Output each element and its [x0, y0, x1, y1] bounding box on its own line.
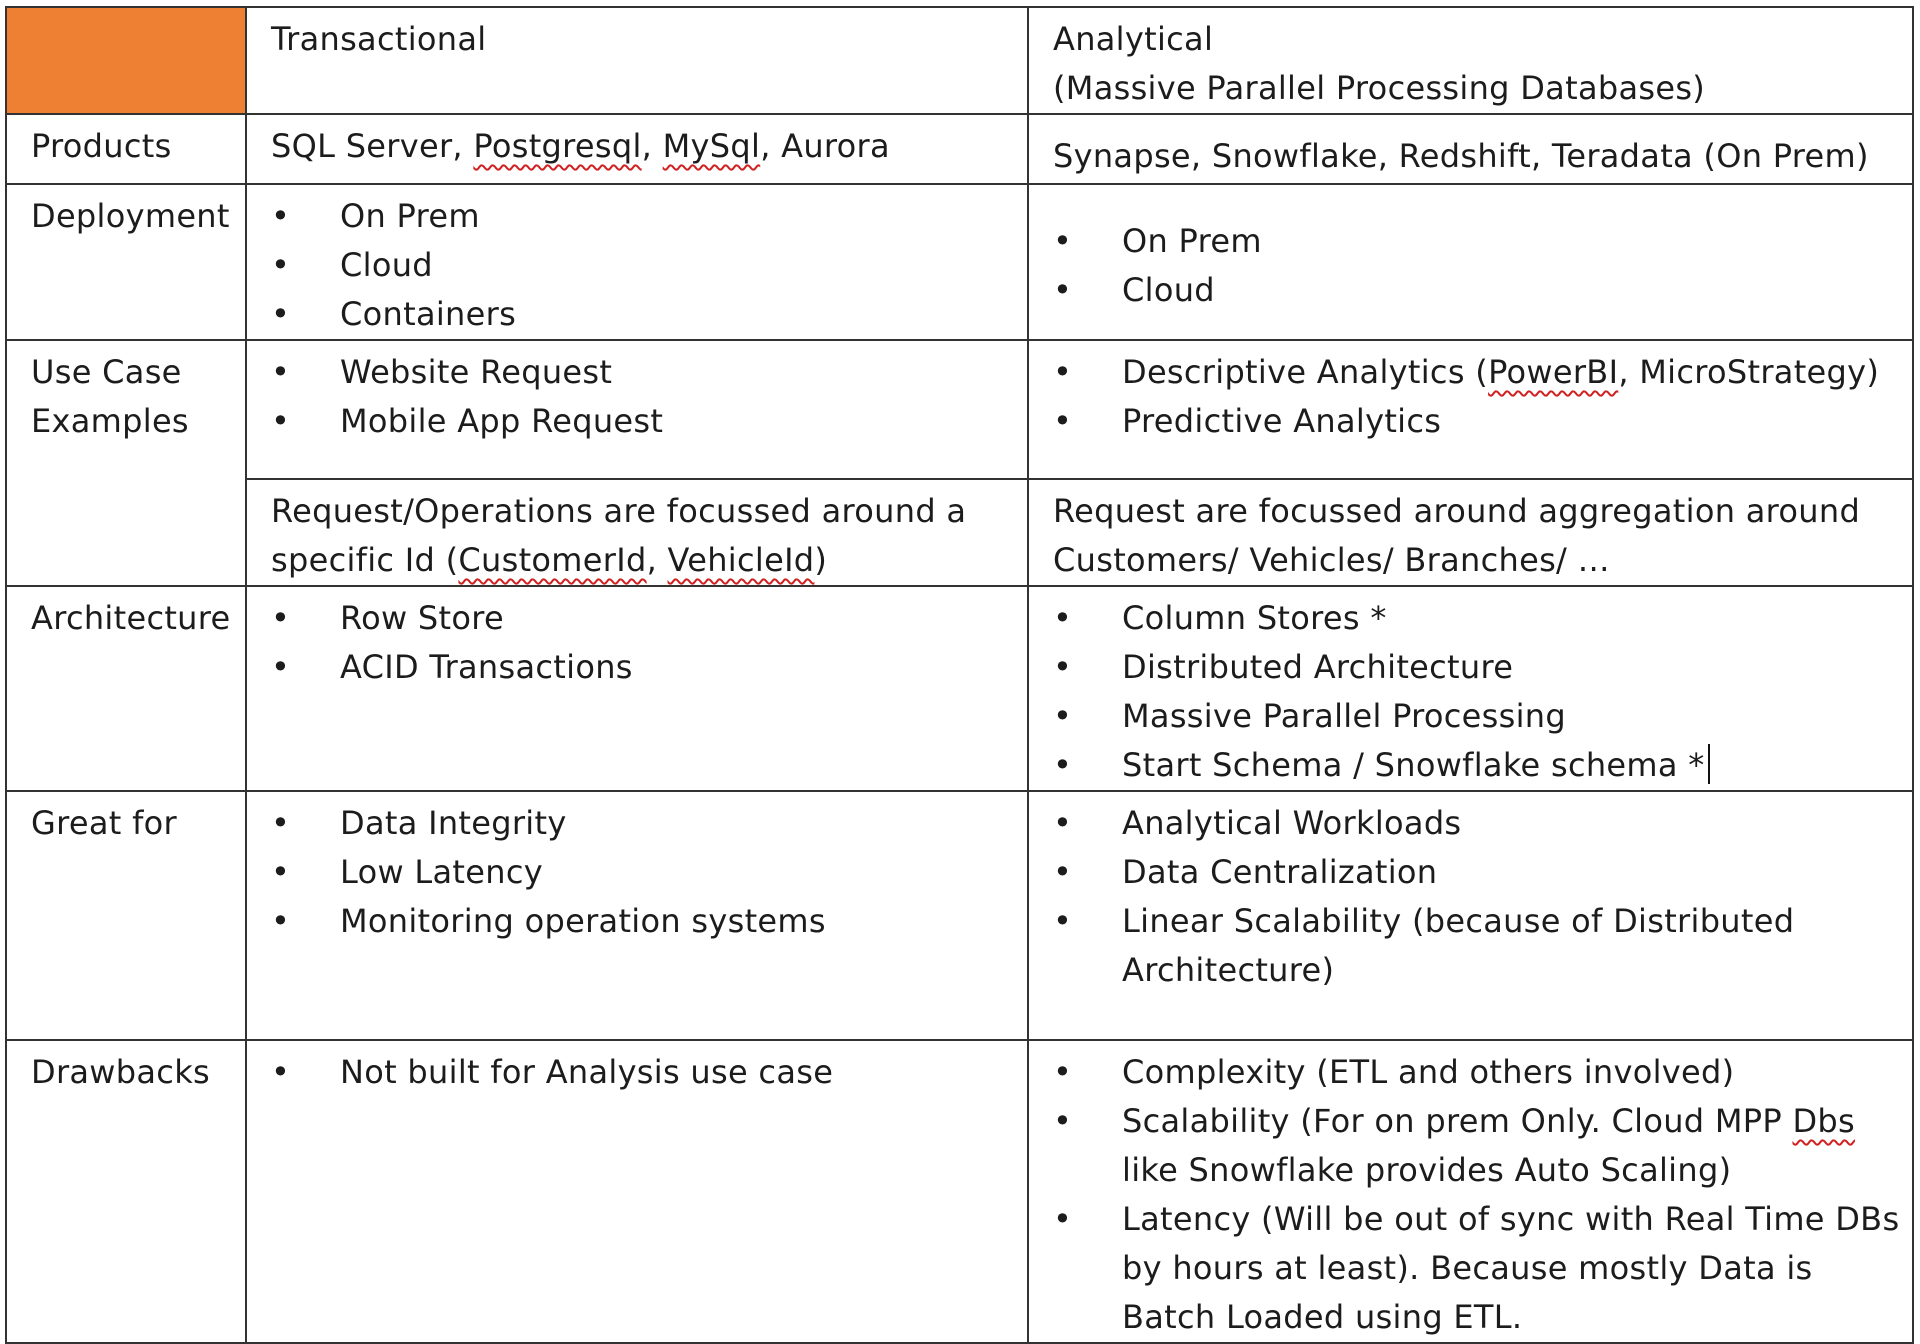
list-item-text: Data Integrity — [340, 804, 567, 842]
list-item-text: Containers — [340, 295, 517, 333]
list-item — [247, 348, 1027, 397]
list-item — [1029, 1097, 1912, 1195]
bullet-icon: • — [271, 599, 291, 637]
row-label-architecture — [6, 586, 246, 791]
bullet-icon: • — [271, 402, 291, 440]
list-item-text: Low Latency — [340, 853, 543, 891]
text-fragment: Descriptive Analytics ( — [1122, 353, 1489, 391]
bullet-list — [247, 192, 1027, 339]
bullet-list — [1029, 799, 1912, 995]
list-item-text: Massive Parallel Processing — [1122, 697, 1566, 735]
row-label-great-for — [6, 791, 246, 1040]
cell-text: Synapse, Snowflake, Redshift, Teradata (On Prem) — [1053, 137, 1869, 175]
bullet-icon: • — [271, 1053, 291, 1091]
bullet-list — [247, 348, 1027, 446]
list-item — [247, 241, 1027, 290]
row-label-drawbacks — [6, 1040, 246, 1343]
header-transactional — [246, 7, 1028, 114]
great-for-transactional — [246, 791, 1028, 1040]
text-fragment: specific Id ( — [271, 541, 459, 579]
list-item — [247, 594, 1027, 643]
list-item — [247, 290, 1027, 339]
list-item-text: Mobile App Request — [340, 402, 664, 440]
architecture-transactional — [246, 586, 1028, 791]
list-item-text: Start Schema / Snowflake schema * — [1122, 746, 1705, 784]
list-item — [1029, 692, 1912, 741]
bullet-icon: • — [1053, 746, 1073, 784]
bullet-icon: • — [271, 902, 291, 940]
architecture-analytical — [1028, 586, 1913, 791]
bullet-list — [247, 1048, 1027, 1097]
list-item — [1029, 397, 1912, 446]
drawbacks-analytical — [1028, 1040, 1913, 1343]
row-great-for — [6, 791, 1913, 1040]
bullet-icon: • — [271, 197, 291, 235]
row-label-text: Architecture — [31, 599, 231, 637]
row-label-deployment — [6, 184, 246, 340]
row-label-text: Use Case — [31, 353, 182, 391]
bullet-icon: • — [1053, 902, 1073, 940]
list-item-text: Cloud — [1122, 271, 1215, 309]
deployment-analytical — [1028, 184, 1913, 340]
spellcheck-word: Postgresql — [473, 127, 642, 165]
list-item-text: Not built for Analysis use case — [340, 1053, 834, 1091]
list-item — [247, 848, 1027, 897]
bullet-icon: • — [1053, 599, 1073, 637]
list-item-text: Latency (Will be out of sync with Real Time DBs by hours at least). Because mostly Data is Batch Loaded using ETL. — [1122, 1200, 1900, 1336]
bullet-icon: • — [271, 648, 291, 686]
products-transactional — [246, 114, 1028, 184]
list-item — [1029, 266, 1912, 315]
bullet-list — [247, 594, 1027, 692]
row-products — [6, 114, 1913, 184]
list-item-text: Website Request — [340, 353, 613, 391]
header-row — [6, 7, 1913, 114]
header-analytical — [1028, 7, 1913, 114]
list-item — [247, 799, 1027, 848]
list-item — [1029, 594, 1912, 643]
row-use-case-notes — [6, 479, 1913, 586]
list-item-text: On Prem — [340, 197, 480, 235]
bullet-list — [1029, 1048, 1912, 1342]
bullet-icon: • — [271, 353, 291, 391]
list-item-text: Cloud — [340, 246, 433, 284]
bullet-icon: • — [1053, 222, 1073, 260]
spellcheck-word: MySql — [662, 127, 761, 165]
bullet-icon: • — [1053, 853, 1073, 891]
spellcheck-word: VehicleId — [667, 541, 815, 579]
text-fragment: , — [641, 127, 663, 165]
text-fragment: , MicroStrategy) — [1618, 353, 1880, 391]
bullet-icon: • — [1053, 1102, 1073, 1140]
list-item-text: Monitoring operation systems — [340, 902, 826, 940]
row-architecture — [6, 586, 1913, 791]
text-fragment: SQL Server, — [271, 127, 474, 165]
deployment-transactional — [246, 184, 1028, 340]
bullet-icon: • — [271, 804, 291, 842]
list-item-text: ACID Transactions — [340, 648, 633, 686]
list-item-text: Row Store — [340, 599, 504, 637]
list-item — [1029, 897, 1912, 995]
use-case-analytical — [1028, 340, 1913, 479]
great-for-analytical — [1028, 791, 1913, 1040]
note-line: Request/Operations are focussed around a — [271, 492, 967, 530]
row-use-case — [6, 340, 1913, 479]
text-fragment: Scalability (For on prem Only. Cloud MPP — [1122, 1102, 1793, 1140]
bullet-icon: • — [1053, 1200, 1073, 1238]
products-analytical — [1028, 114, 1913, 184]
use-case-transactional — [246, 340, 1028, 479]
spellcheck-word: CustomerId — [458, 541, 647, 579]
list-item-text: Linear Scalability (because of Distributed Architecture) — [1122, 902, 1795, 989]
text-cursor — [1708, 744, 1710, 784]
spellcheck-word: Dbs — [1792, 1102, 1856, 1140]
header-corner-cell — [6, 7, 246, 114]
list-item-text: Column Stores * — [1122, 599, 1387, 637]
header-analytical-sublabel: (Massive Parallel Processing Databases) — [1053, 69, 1706, 107]
row-deployment — [6, 184, 1913, 340]
bullet-icon: • — [271, 853, 291, 891]
bullet-icon: • — [1053, 353, 1073, 391]
list-item — [1029, 1048, 1912, 1097]
bullet-list — [1029, 348, 1912, 446]
list-item — [247, 897, 1027, 946]
list-item-text: Predictive Analytics — [1122, 402, 1442, 440]
bullet-icon: • — [1053, 402, 1073, 440]
text-fragment: like Snowflake provides Auto Scaling) — [1122, 1151, 1732, 1189]
bullet-list — [1029, 594, 1912, 790]
row-label-text: Drawbacks — [31, 1053, 210, 1091]
row-label-products — [6, 114, 246, 184]
bullet-icon: • — [271, 295, 291, 333]
bullet-icon: • — [271, 246, 291, 284]
row-label-text: Examples — [31, 402, 189, 440]
drawbacks-transactional — [246, 1040, 1028, 1343]
header-transactional-label: Transactional — [271, 20, 487, 58]
row-drawbacks — [6, 1040, 1913, 1343]
use-case-transactional-note — [246, 479, 1028, 586]
list-item — [1029, 799, 1912, 848]
list-item — [1029, 1195, 1912, 1342]
list-item-text: Data Centralization — [1122, 853, 1438, 891]
list-item — [1029, 217, 1912, 266]
list-item-text: On Prem — [1122, 222, 1262, 260]
list-item-text: Complexity (ETL and others involved) — [1122, 1053, 1735, 1091]
use-case-analytical-note — [1028, 479, 1913, 586]
list-item — [1029, 643, 1912, 692]
list-item-text: Distributed Architecture — [1122, 648, 1514, 686]
note-line — [271, 536, 1027, 585]
list-item — [247, 397, 1027, 446]
list-item — [1029, 741, 1912, 790]
bullet-list — [247, 799, 1027, 946]
text-fragment: , Aurora — [760, 127, 890, 165]
bullet-icon: • — [1053, 271, 1073, 309]
row-label-use-case — [6, 340, 246, 586]
row-label-text: Great for — [31, 804, 177, 842]
note-line: Request are focussed around aggregation around — [1053, 492, 1861, 530]
row-label-text: Deployment — [31, 197, 230, 235]
header-analytical-label: Analytical — [1053, 20, 1214, 58]
list-item — [247, 1048, 1027, 1097]
bullet-icon: • — [1053, 1053, 1073, 1091]
bullet-icon: • — [1053, 648, 1073, 686]
comparison-table — [5, 6, 1914, 1344]
text-fragment: ) — [814, 541, 828, 579]
text-fragment: , — [646, 541, 668, 579]
list-item — [1029, 348, 1912, 397]
spellcheck-word: PowerBI — [1488, 353, 1619, 391]
bullet-list — [1029, 217, 1912, 315]
row-label-text: Products — [31, 127, 172, 165]
list-item — [247, 643, 1027, 692]
note-line: Customers/ Vehicles/ Branches/ … — [1053, 541, 1610, 579]
bullet-icon: • — [1053, 804, 1073, 842]
list-item — [247, 192, 1027, 241]
list-item-text: Analytical Workloads — [1122, 804, 1462, 842]
bullet-icon: • — [1053, 697, 1073, 735]
list-item — [1029, 848, 1912, 897]
